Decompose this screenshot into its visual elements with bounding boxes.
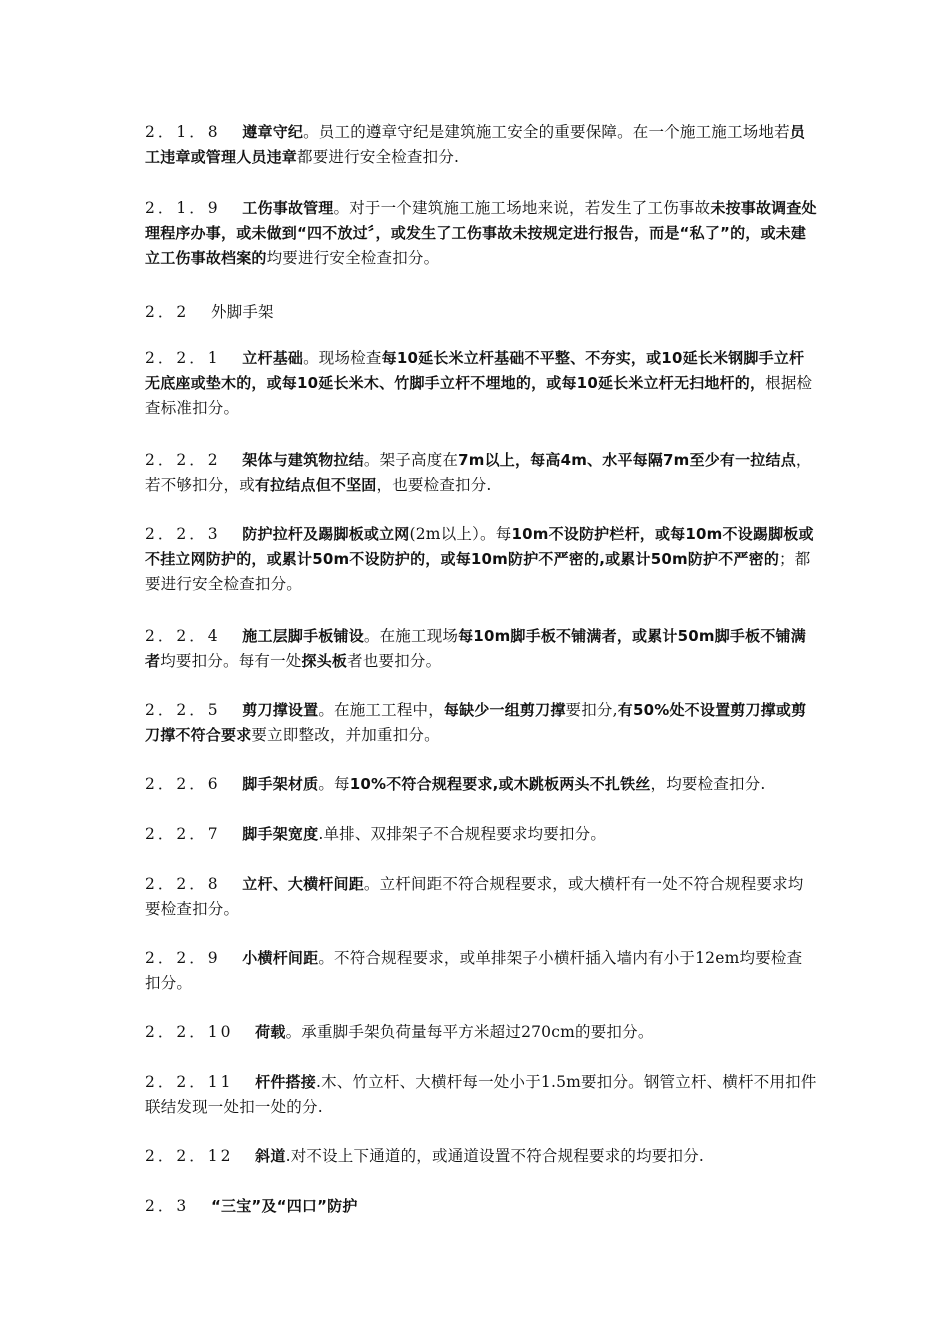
body-text: 。每 [318, 775, 350, 793]
paragraph [145, 872, 817, 922]
section-number: 2．2．11 [145, 1073, 234, 1091]
bold-text: 剪刀撑设置 [242, 701, 319, 719]
body-text: 。对于一个建筑施工施工场地来说，若发生了工伤事故 [333, 199, 711, 217]
body-text: 外脚手架 [210, 303, 274, 321]
section-number: 2．2．9 [145, 949, 221, 967]
body-text: 。员工的遵章守纪是建筑施工安全的重要保障。在一个施工施工场地若 [303, 123, 790, 141]
section-number: 2．1．9 [145, 199, 221, 217]
section-number: 2．2．1 [145, 349, 221, 367]
body-text: 。立杆间距不符合规程要求，或大横杆有一处不符合规程要求均要检查扣分。 [145, 875, 804, 918]
bold-text: 每10m脚手板不铺满者，或累计50m脚手板不铺满者 [145, 627, 806, 670]
paragraph [145, 1144, 817, 1169]
bold-text: 10m不设防护栏杆，或每10m不设踢脚板或不挂立网防护的，或累计50m不设防护的，或每10m防护不严密的,或累计50m防护不严密的 [145, 525, 814, 568]
bold-text: 立杆基础 [242, 349, 304, 367]
body-text: 。现场检查 [303, 349, 382, 367]
section-number: 2．1．8 [145, 123, 221, 141]
body-text: 。在施工工程中， [318, 701, 444, 719]
bold-text: 脚手架材质 [242, 775, 319, 793]
section-number: 2．2．7 [145, 825, 221, 843]
section-number: 2．2．4 [145, 627, 221, 645]
body-text: 。承重脚手架负荷量每平方米超过270cm的要扣分。 [285, 1023, 654, 1041]
body-text: 均要进行安全检查扣分。 [266, 249, 440, 267]
body-text: 都要进行安全检查扣分. [297, 148, 460, 166]
bold-text: 遵章守纪 [242, 123, 304, 141]
bold-text: 7m以上，每高4m、水平每隔7m至少有一拉结点 [458, 451, 796, 469]
paragraph [145, 1020, 817, 1045]
bold-text: 小横杆间距 [242, 949, 319, 967]
section-number: 2．2．2 [145, 451, 221, 469]
body-text: 。不符合规程要求，或单排架子小横杆插入墙内有小于12em均要检查扣分。 [145, 949, 803, 992]
bold-text: 探头板 [301, 652, 348, 670]
paragraph [145, 300, 817, 325]
bold-text: 每缺少一组剪刀撑 [443, 701, 566, 719]
paragraph [145, 698, 817, 748]
body-text: .对不设上下通道的，或通道设置不符合规程要求的均要扣分. [285, 1147, 705, 1165]
body-text: 。在施工现场 [363, 627, 459, 645]
section-number: 2．2．3 [145, 525, 221, 543]
section-number: 2．2．8 [145, 875, 221, 893]
paragraph [145, 822, 817, 847]
paragraph [145, 522, 817, 597]
section-number: 2．2．12 [145, 1147, 234, 1165]
body-text: 根据检查标准扣分。 [145, 374, 813, 417]
section-number: 2．2．6 [145, 775, 221, 793]
bold-text: 架体与建筑物拉结 [242, 451, 364, 469]
bold-text: 工伤事故管理 [242, 199, 334, 217]
body-text: ，均要检查扣分. [650, 775, 766, 793]
paragraph [145, 196, 817, 271]
bold-text: 10%不符合规程要求,或木跳板两头不扎铁丝 [349, 775, 651, 793]
bold-text: 施工层脚手板铺设 [242, 627, 364, 645]
paragraph [145, 1194, 817, 1219]
bold-text: 有50%处不设置剪刀撑或剪刀撑不符合要求 [145, 701, 807, 744]
section-number: 2．2．10 [145, 1023, 234, 1041]
section-number: 2．2 [145, 303, 190, 321]
paragraph [145, 946, 817, 996]
body-text: 要立即整改，并加重扣分。 [251, 726, 440, 744]
body-text: 均要扣分。每有一处 [160, 652, 302, 670]
body-text: ，若不够扣分，或 [145, 451, 812, 494]
bold-text: 脚手架宽度 [242, 825, 319, 843]
body-text: ；都要进行安全检查扣分。 [145, 550, 811, 593]
bold-text: 未按事故调查处理程序办事，或未做到“四不放过〞，或发生了工伤事故未按规定进行报告，而是“私了”的，或未建立工伤事故档案的 [145, 199, 817, 267]
paragraph [145, 624, 817, 674]
body-text: 者也要扣分。 [347, 652, 442, 670]
bold-text: 斜道 [255, 1147, 286, 1165]
paragraph [145, 346, 817, 421]
bold-text: 每10延长米立杆基础不平整、不夯实，或10延长米钢脚手立杆无底座或垫木的，或每10延长米木、竹脚手立杆不埋地的，或每10延长米立杆无扫地杆的， [145, 349, 805, 392]
body-text: 要扣分, [565, 701, 618, 719]
body-text: (2m以上）。每 [409, 525, 512, 543]
bold-text: “三宝”及“四口”防护 [210, 1197, 358, 1215]
bold-text: 荷载 [255, 1023, 286, 1041]
bold-text: 立杆、大横杆间距 [242, 875, 364, 893]
paragraph [145, 448, 817, 498]
bold-text: 有拉结点但不坚固 [254, 476, 377, 494]
body-text: .单排、双排架子不合规程要求均要扣分。 [318, 825, 607, 843]
section-number: 2．3 [145, 1197, 190, 1215]
bold-text: 员工违章或管理人员违章 [145, 123, 806, 166]
bold-text: 防护拉杆及踢脚板或立网 [242, 525, 410, 543]
body-text: 。架子高度在 [363, 451, 459, 469]
section-number: 2．2．5 [145, 701, 221, 719]
paragraph [145, 1070, 817, 1120]
body-text: ，也要检查扣分. [376, 476, 492, 494]
paragraph [145, 120, 817, 170]
bold-text: 杆件搭接 [255, 1073, 316, 1091]
paragraph [145, 772, 817, 797]
body-text: .木、竹立杆、大横杆每一处小于1.5m要扣分。钢管立杆、横杆不用扣件联结发现一处扣一处的分. [145, 1073, 817, 1116]
